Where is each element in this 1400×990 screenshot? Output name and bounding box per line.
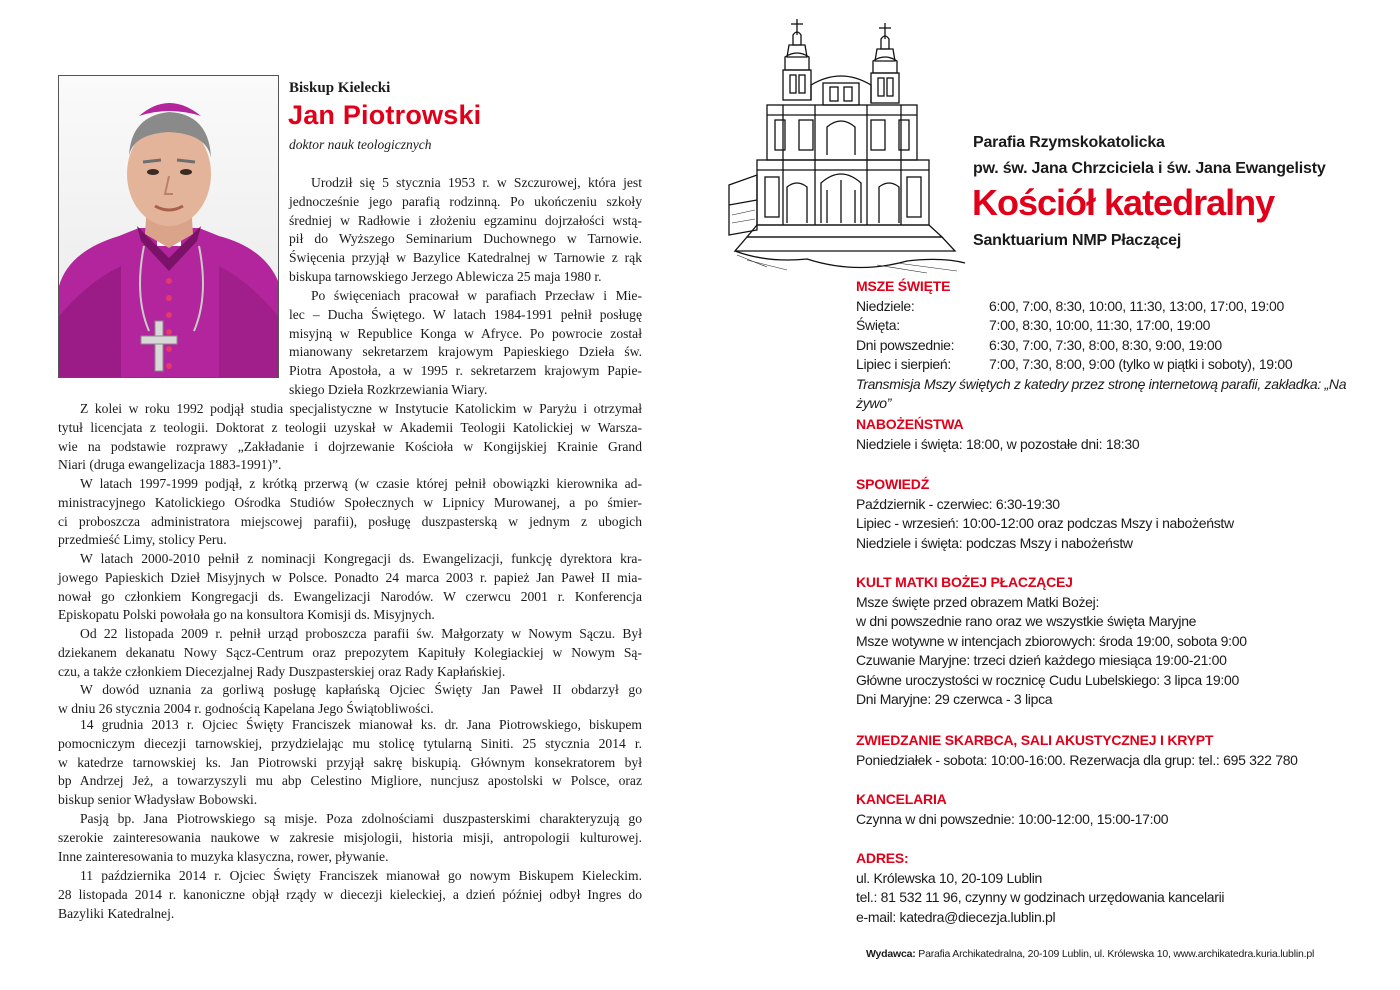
cult-line: Główne uroczystości w rocznicę Cudu Lubelskiego: 3 lipca 19:00 — [856, 671, 1239, 688]
mass-times: 6:30, 7:00, 7:30, 8:00, 8:30, 9:00, 19:00 — [989, 336, 1222, 353]
bio-line: wie na podstawie rozprawy „Zakładanie i dojrzewanie Kościoła w Kongijskiej Krainie Grand — [58, 438, 642, 454]
mass-times: 7:00, 8:30, 10:00, 11:30, 17:00, 19:00 — [989, 317, 1211, 333]
mass-row — [856, 316, 1376, 336]
masses-heading: MSZE ŚWIĘTE — [856, 278, 951, 294]
bio-paragraph-2 — [289, 287, 642, 400]
publisher-footer — [866, 948, 1314, 960]
bio-line: przedmieść Limy, stolicy Peru. — [58, 532, 227, 548]
cult-line: Czuwanie Maryjne: trzeci dzień każdego miesiąca 19:00-21:00 — [856, 652, 1227, 668]
bio-line: ci proboszcza administratora miejscowej parafii), posługę duszpasterską w jednym z ubogich — [58, 513, 642, 529]
office-line: Czynna w dni powszednie: 10:00-12:00, 15:00-17:00 — [856, 810, 1169, 827]
bio-line: bp Andrzej Jeż, a towarzyszyli mu abp Celestino Migliore, nuncjusz apostolski w Polsce, oraz — [58, 773, 642, 789]
bio-line: nował go członkiem Kongregacji ds. Ewangelizacji Narodów. W czerwcu 2001 r. Konferencja — [58, 588, 642, 604]
bio-paragraph-1 — [289, 174, 642, 287]
cult-line: Msze święte przed obrazem Matki Bożej: — [856, 593, 1100, 610]
bio-line: Z kolei w roku 1992 podjął studia specjalistyczne w Instytucie Katolickim w Paryżu i otrzymał — [80, 401, 642, 416]
bio-line: misyjną w Republice Konga w Afryce. Po powrocie został — [289, 325, 642, 341]
bio-line: skiego Dzieła Rozkrzewiania Wiary. — [289, 381, 488, 397]
mass-row — [856, 355, 1376, 375]
bio-line: Pasją bp. Jana Piotrowskiego są misje. Poza zdolnościami duszpasterskimi charakteryzują go — [80, 811, 642, 826]
mass-label: Dni powszednie: — [856, 336, 955, 353]
address-email[interactable]: e-mail: katedra@diecezja.lublin.pl — [856, 908, 1056, 925]
address-street: ul. Królewska 10, 20-109 Lublin — [856, 869, 1043, 886]
bio-line: tytuł licencjata z teologii. Doktorat z teologii uzyskał w Akademii Teologii Katolickiej w Warsza- — [58, 419, 642, 435]
bio-line: lec – Ducha Świętego. W latach 1984-1991 pełnił posługę — [289, 306, 642, 322]
parish-dedication: pw. św. Jana Chrzciciela i św. Jana Ewangelisty — [973, 160, 1326, 177]
office-heading: KANCELARIA — [856, 791, 947, 807]
mass-row — [856, 336, 1376, 356]
masses-section — [856, 277, 1376, 414]
confession-heading: SPOWIEDŹ — [856, 476, 930, 492]
confession-line: Niedziele i święta: podczas Mszy i nabożeństw — [856, 534, 1133, 551]
bio-paragraph-6 — [58, 625, 642, 681]
bio-paragraph-4 — [58, 475, 642, 550]
bio-line: W latach 1997-1999 podjął, z krótką przerwą (w czasie której pełnił obowiązki kierownika ad- — [80, 476, 642, 491]
broadcast-note: Transmisja Mszy świętych z katedry przez stronę internetową parafii, zakładka: „Na żywo” — [856, 375, 1347, 411]
bio-line: Urodził się 5 stycznia 1953 r. w Szczurowej, która jest — [311, 175, 642, 190]
bio-line: Episkopatu Polski powołała go na konsultora Komisji ds. Misyjnych. — [58, 607, 435, 623]
cult-line: Dni Maryjne: 29 czerwca - 3 lipca — [856, 691, 1053, 707]
bio-line: Inne zainteresowania to muzyka klasyczna, rower, pływanie. — [58, 848, 389, 864]
bishop-degree: doktor nauk teologicznych — [289, 137, 432, 152]
bio-line: biskup senior Władysław Bobowski. — [58, 792, 258, 808]
bishop-subtitle: Biskup Kielecki — [289, 80, 391, 96]
bishop-portrait-image — [59, 76, 278, 377]
bio-line: Niari (druga ewangelizacja 1883-1991)”. — [58, 457, 282, 473]
bio-line: dziekanem dekanatu Nowy Sącz-Centrum oraz prepozytem Kapituły Kolegiackiej w Nowym Są- — [58, 644, 642, 660]
bishop-name: Jan Piotrowski — [288, 100, 482, 130]
bio-line: Bazyliki Katedralnej. — [58, 905, 175, 921]
bio-line: 14 grudnia 2013 r. Ojciec Święty Franciszek mianował ks. dr. Jana Piotrowskiego, biskupem — [80, 717, 642, 732]
services-section — [856, 415, 1376, 454]
bio-line: Piotra Apostoła, a w 1995 r. sekretarzem krajowym Papie- — [289, 363, 642, 379]
address-heading: ADRES: — [856, 850, 909, 866]
cult-heading: KULT MATKI BOŻEJ PŁACZĄCEJ — [856, 574, 1073, 590]
bio-line: jowego Papieskich Dzieł Misyjnych w Polsce. Ponadto 24 marca 2003 r. papież Jan Paweł II mia- — [58, 569, 642, 585]
cathedral-drawing — [727, 15, 967, 280]
bio-line: Święcenia przyjął w Bazylice Katedralnej w Tarnowie z rąk — [289, 250, 642, 266]
bio-line: jednocześnie jego parafią rodzinną. Po ukończeniu szkoły — [289, 193, 642, 209]
bio-line: pomocniczym diecezji tarnowskiej, przydzielając mu stolicę tytularną Siniti. 25 stycznia 2014 r. — [58, 735, 642, 751]
mass-label: Niedziele: — [856, 297, 915, 314]
office-section — [856, 790, 1376, 829]
bio-line: W latach 2000-2010 pełnił z nominacji Kongregacji ds. Ewangelizacji, funkcję dyrektora kra- — [80, 551, 642, 566]
confession-line: Październik - czerwiec: 6:30-19:30 — [856, 495, 1060, 512]
parish-title: Parafia Rzymskokatolicka — [973, 134, 1165, 151]
tour-line: Poniedziałek - sobota: 10:00-16:00. Rezerwacja dla grup: tel.: 695 322 780 — [856, 751, 1298, 768]
bio-paragraph-8 — [58, 716, 642, 810]
bio-line: czu, a także członkiem Diecezjalnej Rady Duszpasterskiej oraz Rady Kapłańskiej. — [58, 663, 506, 679]
address-phone: tel.: 81 532 11 96, czynny w godzinach urzędowania kancelarii — [856, 889, 1225, 905]
mass-row — [856, 297, 1376, 317]
bio-line: biskupa tarnowskiego Jerzego Ablewicza 25 maja 1980 r. — [289, 268, 602, 284]
confession-line: Lipiec - wrzesień: 10:00-12:00 oraz podczas Mszy i nabożeństw — [856, 515, 1234, 531]
bio-line: mianowany sekretarzem krajowym Papieskiego Dzieła św. — [289, 344, 642, 360]
mass-label: Święta: — [856, 317, 900, 333]
bio-line: w dniu 26 stycznia 2004 r. godnością Kapelana Jego Świątobliwości. — [58, 700, 434, 716]
mass-times: 6:00, 7:00, 8:30, 10:00, 11:30, 13:00, 17:00, 19:00 — [989, 297, 1285, 314]
bio-paragraph-5 — [58, 550, 642, 625]
bio-line: W dowód uznania za gorliwą posługę kapłańską Ojciec Święty Jan Paweł II obdarzył go — [80, 682, 642, 697]
bio-line: średniej w Radłowie i złożeniu egzaminu dojrzałości wstą- — [289, 212, 642, 228]
confession-section — [856, 475, 1376, 553]
mass-label: Lipiec i sierpień: — [856, 356, 951, 372]
bio-line: w katedrze tarnowskiej ks. Jan Piotrowski przyjął sakrę biskupią. Głównym konsekratorem był — [58, 754, 642, 770]
bio-line: pił do Wyższego Seminarium Duchownego w Tarnowie. — [289, 231, 642, 247]
bio-paragraph-3 — [58, 400, 642, 475]
services-line: Niedziele i święta: 18:00, w pozostałe dni: 18:30 — [856, 435, 1140, 452]
address-section — [856, 849, 1376, 927]
church-name: Kościół katedralny — [972, 182, 1275, 223]
bio-paragraph-9 — [58, 810, 642, 866]
cult-line: w dni powszednie rano oraz we wszystkie święta Maryjne — [856, 613, 1197, 629]
bio-paragraph-10 — [58, 867, 642, 923]
bio-line: Po święceniach pracował w parafiach Przecław i Mie- — [311, 288, 642, 303]
tour-heading: ZWIEDZANIE SKARBCA, SALI AKUSTYCZNEJ I KRYPT — [856, 732, 1214, 748]
publisher-label: Wydawca: — [866, 948, 916, 960]
bio-line: ministracyjnego Katolickiego Ośrodka Studiów Społecznych w Lipnicy Murowanej, a po śmier- — [58, 494, 642, 510]
bio-line: 28 listopada 2014 r. kanoniczne objął rządy w diecezji kieleckiej, a dzień później odbył Ingres do — [58, 886, 642, 902]
services-heading: NABOŻEŃSTWA — [856, 416, 964, 432]
bio-paragraph-7 — [58, 681, 642, 719]
bishop-photo — [58, 75, 279, 378]
tour-section — [856, 731, 1376, 770]
sanctuary-name: Sanktuarium NMP Płaczącej — [973, 232, 1182, 249]
publisher-text: Parafia Archikatedralna, 20-109 Lublin, ul. Królewska 10, www.archikatedra.kuria.lublin.pl — [918, 948, 1315, 960]
cult-section — [856, 573, 1376, 710]
bio-line: Od 22 listopada 2009 r. pełnił urząd proboszcza parafii św. Małgorzaty w Nowym Sączu. Był — [80, 626, 642, 641]
bio-line: 11 października 2014 r. Ojciec Święty Franciszek mianował go nowym Biskupem Kieleckim. — [80, 868, 642, 883]
bio-line: szerokie zainteresowania naukowe w zakresie misjologii, historia misji, antropologii kulturowej. — [58, 829, 642, 845]
mass-times: 7:00, 7:30, 8:00, 9:00 (tylko w piątki i soboty), 19:00 — [989, 356, 1293, 372]
cult-line: Msze wotywne w intencjach zbiorowych: środa 19:00, sobota 9:00 — [856, 632, 1247, 649]
